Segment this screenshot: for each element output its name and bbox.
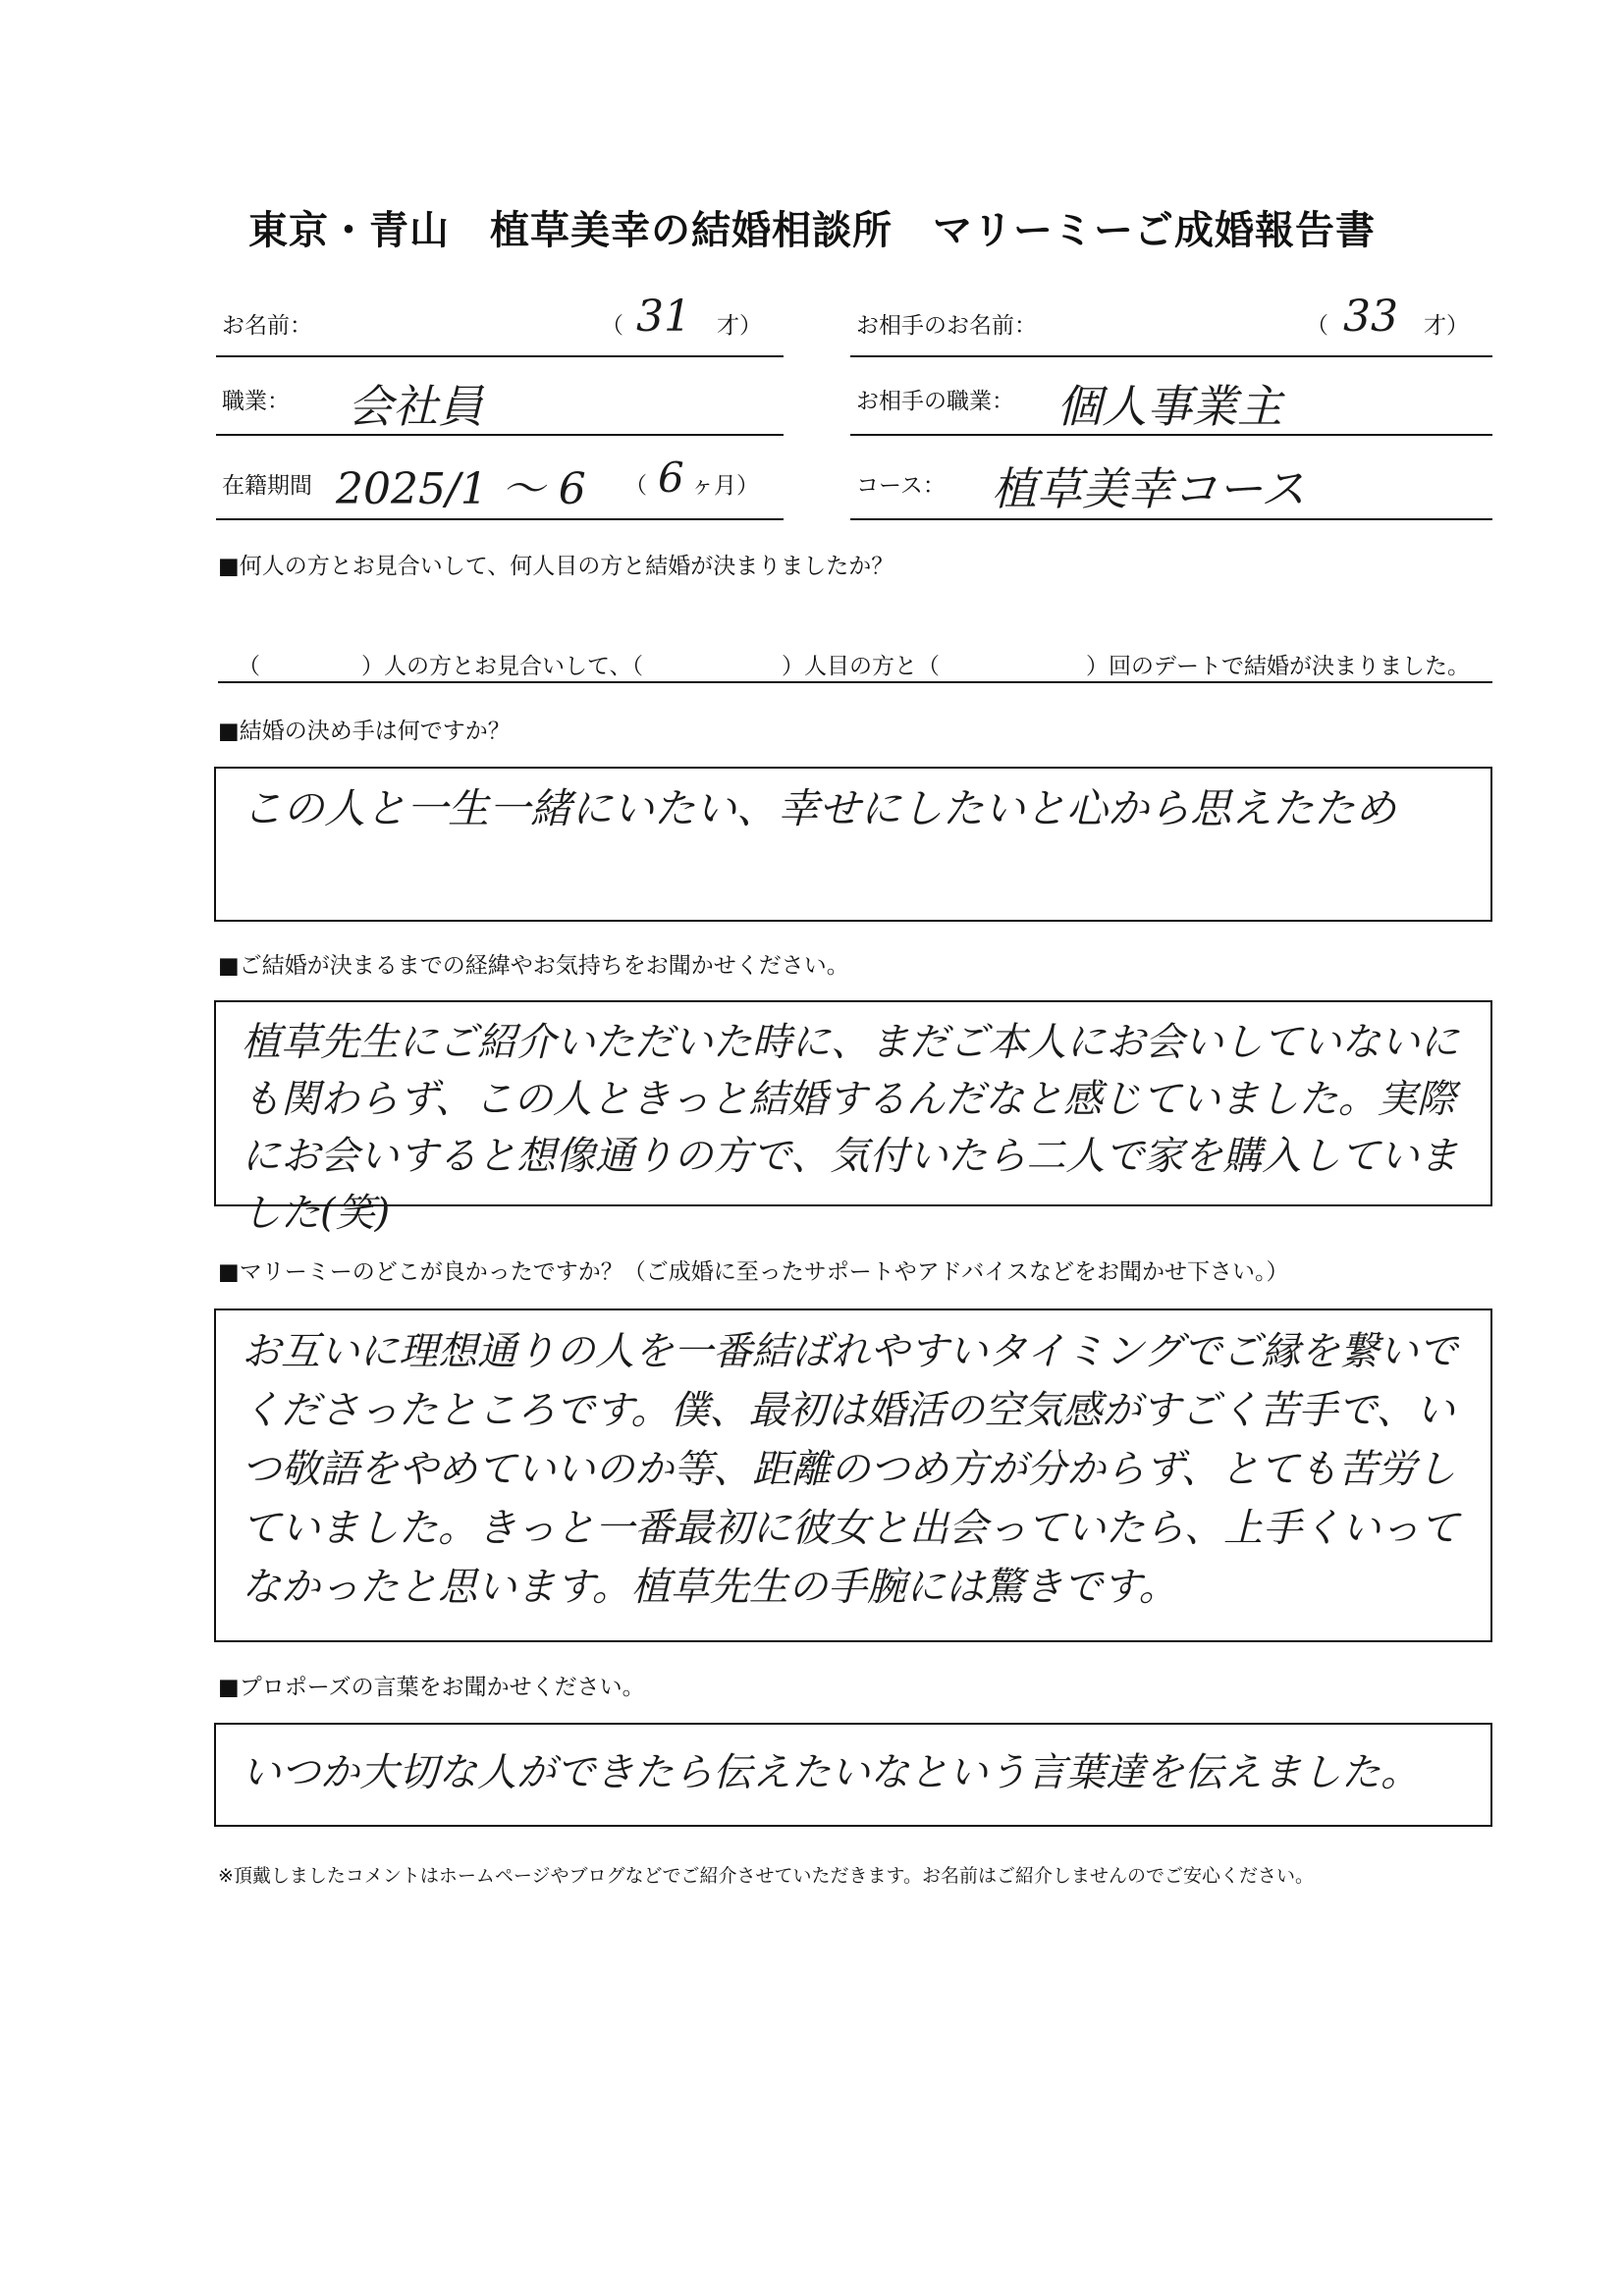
- form-title: 東京・青山 植草美幸の結婚相談所 マリーミーご成婚報告書: [248, 208, 1376, 253]
- partner-occupation-underline: [850, 434, 1492, 436]
- course-value[interactable]: 植草美幸コース: [992, 462, 1306, 515]
- period-months-open-paren: （: [624, 473, 647, 499]
- q1-underline: [218, 681, 1492, 683]
- partner-name-underline: [850, 355, 1492, 357]
- period-months-unit: ヶ月）: [691, 473, 759, 499]
- q1-text-2: ）人の方とお見合いして、（: [361, 654, 644, 679]
- partner-occupation-label: お相手の職業：: [856, 389, 1014, 414]
- partner-age-open-paren: （: [1306, 313, 1328, 339]
- question-2-title: ■結婚の決め手は何ですか？: [218, 719, 511, 744]
- age-value[interactable]: 31: [636, 292, 691, 342]
- age-open-paren: （: [601, 313, 623, 339]
- q5-answer-box[interactable]: [214, 1723, 1492, 1827]
- question-3-title: ■ご結婚が決まるまでの経緯やお気持ちをお聞かせください。: [218, 953, 849, 979]
- occupation-value[interactable]: 会社員: [348, 380, 483, 433]
- course-underline: [850, 518, 1492, 520]
- question-5-title: ■プロポーズの言葉をお聞かせください。: [218, 1675, 645, 1700]
- occupation-underline: [216, 434, 784, 436]
- period-months-value[interactable]: 6: [658, 454, 684, 502]
- period-underline: [216, 518, 784, 520]
- q3-answer-text: 植草先生にご紹介いただいた時に、まだご本人にお会いしていないにも関わらず、この人ときっと結婚するんだなと感じていました。実際にお会いすると想像通りの方で、気付いたら二人で家を購入していました(笑): [242, 1020, 1459, 1236]
- q1-paren-1: （: [238, 654, 260, 679]
- period-label: 在籍期間: [222, 473, 312, 499]
- question-4-title: ■マリーミーのどこが良かったですか？（ご成婚に至ったサポートやアドバイスなどをお聞かせ下さい。）: [218, 1259, 1289, 1285]
- course-label: コース：: [856, 473, 946, 499]
- q2-answer-text: この人と一生一緒にいたい、幸せにしたいと心から思えたため: [242, 784, 1397, 832]
- partner-age-unit: 才）: [1424, 313, 1469, 339]
- partner-occupation-value[interactable]: 個人事業主: [1056, 380, 1282, 433]
- partner-name-label: お相手のお名前：: [856, 313, 1037, 339]
- name-underline: [216, 355, 784, 357]
- q2-answer-box[interactable]: [214, 767, 1492, 922]
- footer-note: ※頂戴しましたコメントはホームページやブログなどでご紹介させていただきます。お名前はご紹介しませんのでご安心ください。: [218, 1865, 1315, 1887]
- q3-answer-box[interactable]: [214, 1000, 1492, 1236]
- question-1-title: ■何人の方とお見合いして、何人目の方と結婚が決まりましたか？: [218, 554, 894, 579]
- partner-age-value[interactable]: 33: [1343, 292, 1398, 342]
- q1-text-3: ）人目の方と（: [782, 654, 940, 679]
- q1-text-4: ）回のデートで結婚が決まりました。: [1086, 654, 1470, 679]
- q4-answer-box[interactable]: [214, 1308, 1492, 1642]
- occupation-label: 職業：: [222, 389, 290, 414]
- age-unit: 才）: [717, 313, 762, 339]
- q4-answer-text: お互いに理想通りの人を一番結ばれやすいタイミングでご縁を繋いでくださったところです。僕、最初は婚活の空気感がすごく苦手で、いつ敬語をやめていいのか等、距離のつめ方が分からず、とても苦労していました。きっと一番最初に彼女と出会っていたら、上手くいってなかったと思います。植草先生の手腕には驚きです。: [242, 1329, 1459, 1610]
- q5-answer-text: いつか大切な人ができたら伝えたいなという言葉達を伝えました。: [242, 1750, 1420, 1795]
- period-value[interactable]: 2025/1 ～ 6: [336, 464, 586, 514]
- name-label: お名前：: [222, 313, 312, 339]
